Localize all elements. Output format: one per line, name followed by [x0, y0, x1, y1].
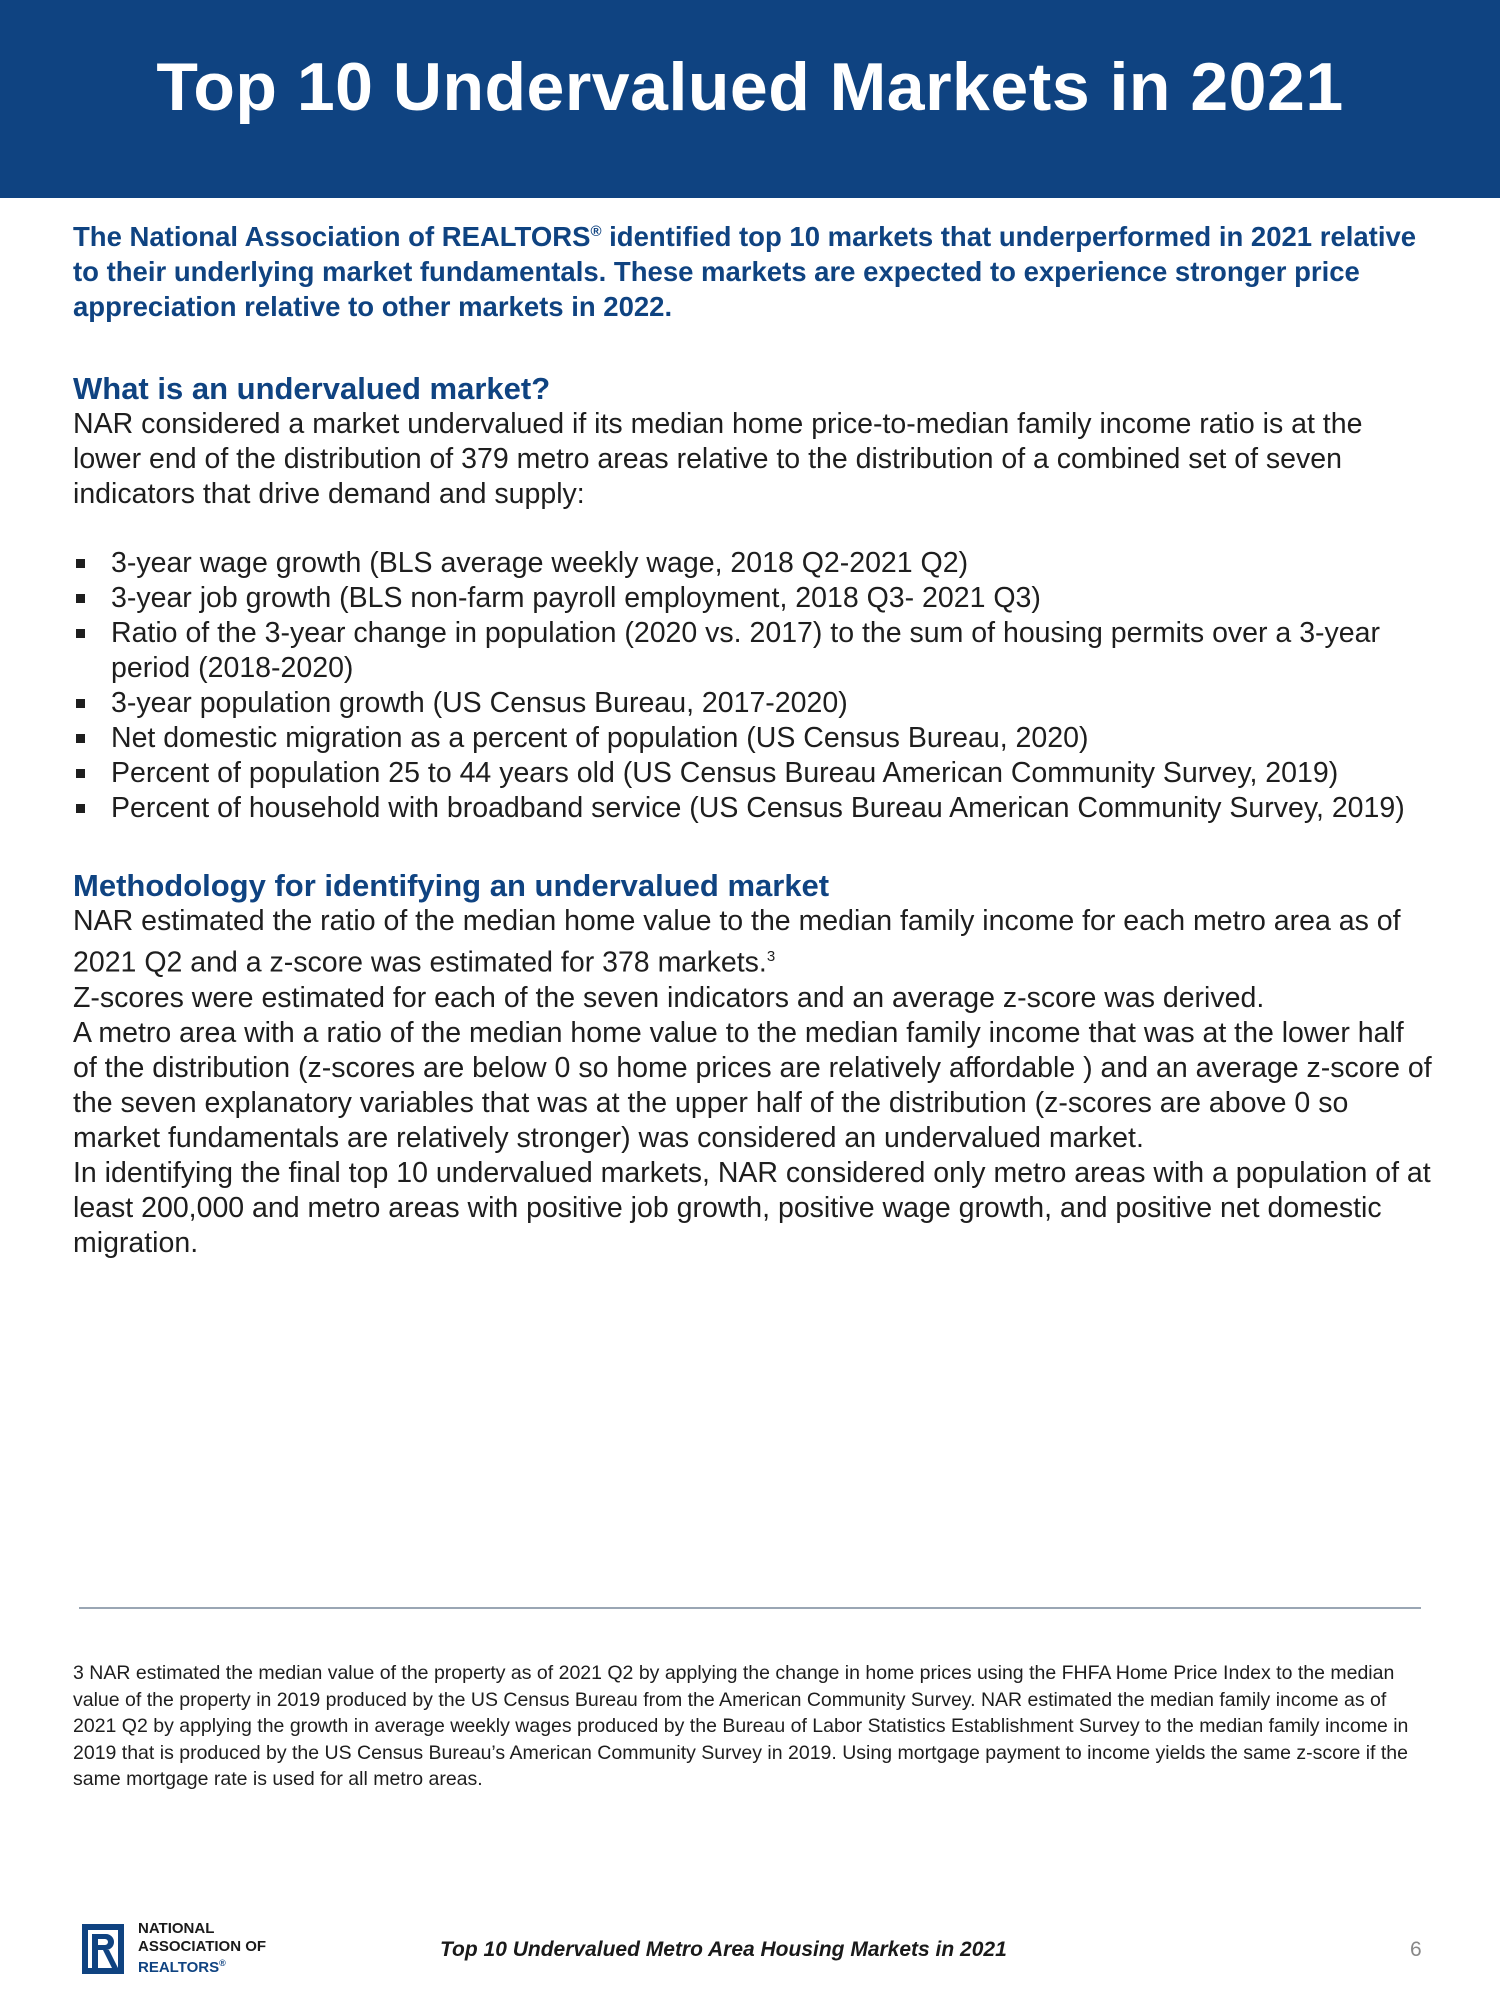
- list-item: [73, 791, 1433, 826]
- methodology-paragraph-1: [73, 904, 1433, 981]
- footnote: 3 NAR estimated the median value of the property as of 2021 Q2 by applying the change in home prices using the FHFA Home Price Index to the median value of the property in 2019 produced by the US Census Bureau from the American Community Survey. NAR estimated the median family income as of 2021 Q2 by applying the growth in average weekly wages produced by the Bureau of Labor Statistics Establishment Survey to the median family income in 2019 that is produced by the US Census Bureau’s American Community Survey in 2019. Using mortgage payment to income yields the same z-score if the same mortgage rate is used for all metro areas.: [73, 1662, 1409, 1790]
- intro-text-end: identified top 10 markets that underperformed in 2021 relative to their underlying market fundamentals. These markets are expected to experience stronger price appreciation relative to other markets in 2022.: [73, 221, 1417, 323]
- section-heading-methodology: Methodology for identifying an undervalued market: [73, 868, 830, 904]
- methodology-paragraph-4: In identifying the final top 10 undervalued markets, NAR considered only metro areas with a population of at least 200,000 and metro areas with positive job growth, positive wage growth, and positive net domestic migration.: [73, 1156, 1431, 1259]
- list-item: [73, 546, 1433, 581]
- list-item: [73, 756, 1433, 791]
- logo-line-1: NATIONAL: [138, 1920, 215, 1937]
- logo-registered-mark: ®: [219, 1958, 226, 1968]
- list-item-text: Net domestic migration as a percent of population (US Census Bureau, 2020): [111, 722, 1089, 755]
- methodology-text-1: NAR estimated the ratio of the median home value to the median family income for each metro area as of 2021 Q2 and a z-score was estimated for 378 markets.: [73, 905, 1401, 979]
- realtor-r-logo-icon: [82, 1924, 124, 1974]
- definition-paragraph: NAR considered a market undervalued if its median home price-to-median family income ratio is at the lower end of the distribution of 379 metro areas relative to the distribution of a combined set of seven indicators that drive demand and supply:: [73, 408, 1363, 511]
- main-content: [73, 214, 1433, 1261]
- list-item: [73, 581, 1433, 616]
- indicator-list: [73, 546, 1433, 826]
- bullet-icon: [76, 559, 85, 568]
- bullet-icon: [76, 699, 85, 708]
- footnote-divider: [79, 1607, 1421, 1609]
- methodology-paragraph-3: A metro area with a ratio of the median home value to the median family income that was at the lower half of the distribution (z-scores are below 0 so home prices are relatively affordable ) and an average z-score of the seven explanatory variables that was at the upper half of the distribution (z-scores are above 0 so market fundamentals are relatively stronger) was considered an undervalued market.: [73, 1016, 1432, 1154]
- logo-line-3: [138, 1955, 266, 1977]
- nar-logo: [82, 1920, 312, 1976]
- list-item-text: Ratio of the 3-year change in population (2020 vs. 2017) to the sum of housing permits over a 3-year period (2018-2020): [111, 617, 1380, 685]
- section-heading-undervalued: What is an undervalued market?: [73, 371, 551, 407]
- list-item: [73, 721, 1433, 756]
- list-item-text: Percent of household with broadband service (US Census Bureau American Community Survey, 2019): [111, 792, 1405, 825]
- bullet-icon: [76, 594, 85, 603]
- list-item-text: 3-year wage growth (BLS average weekly wage, 2018 Q2-2021 Q2): [111, 547, 969, 580]
- bullet-icon: [76, 734, 85, 743]
- intro-text-start: The National Association of REALTORS: [73, 221, 591, 253]
- footnote-reference: 3: [766, 948, 776, 966]
- footer-title: Top 10 Undervalued Metro Area Housing Markets in 2021: [440, 1938, 1007, 1961]
- page-title: Top 10 Undervalued Markets in 2021: [156, 49, 1344, 125]
- header-banner: [0, 0, 1500, 198]
- logo-realtors: REALTORS: [138, 1959, 220, 1976]
- list-item: [73, 616, 1433, 686]
- intro-paragraph: [73, 214, 1433, 324]
- registered-mark: ®: [590, 223, 602, 240]
- page-number: 6: [1410, 1938, 1422, 1961]
- list-item: [73, 686, 1433, 721]
- logo-wordmark: [138, 1920, 266, 1977]
- methodology-paragraph-2: Z-scores were estimated for each of the seven indicators and an average z-score was derived.: [73, 981, 1265, 1014]
- bullet-icon: [76, 629, 85, 638]
- list-item-text: 3-year job growth (BLS non-farm payroll employment, 2018 Q3- 2021 Q3): [111, 582, 1041, 615]
- bullet-icon: [76, 769, 85, 778]
- list-item-text: 3-year population growth (US Census Bureau, 2017-2020): [111, 687, 848, 720]
- bullet-icon: [76, 804, 85, 813]
- logo-line-2: ASSOCIATION OF: [138, 1937, 267, 1955]
- list-item-text: Percent of population 25 to 44 years old (US Census Bureau American Community Survey, 2019): [111, 757, 1339, 790]
